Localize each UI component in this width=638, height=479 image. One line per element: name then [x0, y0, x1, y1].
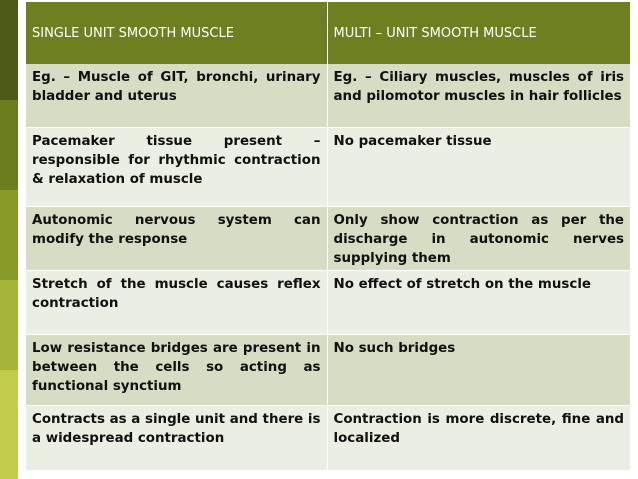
single-unit-cell: Stretch of the muscle causes reflex contraction	[26, 271, 327, 335]
multi-unit-cell: Contraction is more discrete, fine and localized	[327, 406, 630, 471]
side-accent-segment	[0, 190, 18, 280]
header-multi-unit: MULTI – UNIT SMOOTH MUSCLE	[327, 2, 630, 64]
side-accent-segment	[0, 100, 18, 190]
side-accent-segment	[0, 370, 18, 479]
multi-unit-cell: No pacemaker tissue	[327, 128, 630, 207]
multi-unit-cell: Eg. – Ciliary muscles, muscles of iris and pilomotor muscles in hair follicles	[327, 64, 630, 128]
multi-unit-cell: No such bridges	[327, 335, 630, 406]
single-unit-cell: Contracts as a single unit and there is a widespread contraction	[26, 406, 327, 471]
multi-unit-cell: No effect of stretch on the muscle	[327, 271, 630, 335]
table-row	[26, 406, 630, 471]
single-unit-cell: Low resistance bridges are present in between the cells so acting as functional synctium	[26, 335, 327, 406]
side-accent-segment	[0, 0, 18, 100]
table-row	[26, 335, 630, 406]
single-unit-cell: Eg. – Muscle of GIT, bronchi, urinary bladder and uterus	[26, 64, 327, 128]
table-header-row	[26, 2, 630, 64]
table-row	[26, 64, 630, 128]
table-row	[26, 128, 630, 207]
comparison-table	[26, 2, 630, 471]
table-row	[26, 271, 630, 335]
header-single-unit: SINGLE UNIT SMOOTH MUSCLE	[26, 2, 327, 64]
side-accent-segment	[0, 280, 18, 370]
single-unit-cell: Autonomic nervous system can modify the response	[26, 207, 327, 271]
table-row	[26, 207, 630, 271]
side-accent-bar	[0, 0, 18, 479]
single-unit-cell: Pacemaker tissue present – responsible for rhythmic contraction & relaxation of muscle	[26, 128, 327, 207]
multi-unit-cell: Only show contraction as per the discharge in autonomic nerves supplying them	[327, 207, 630, 271]
